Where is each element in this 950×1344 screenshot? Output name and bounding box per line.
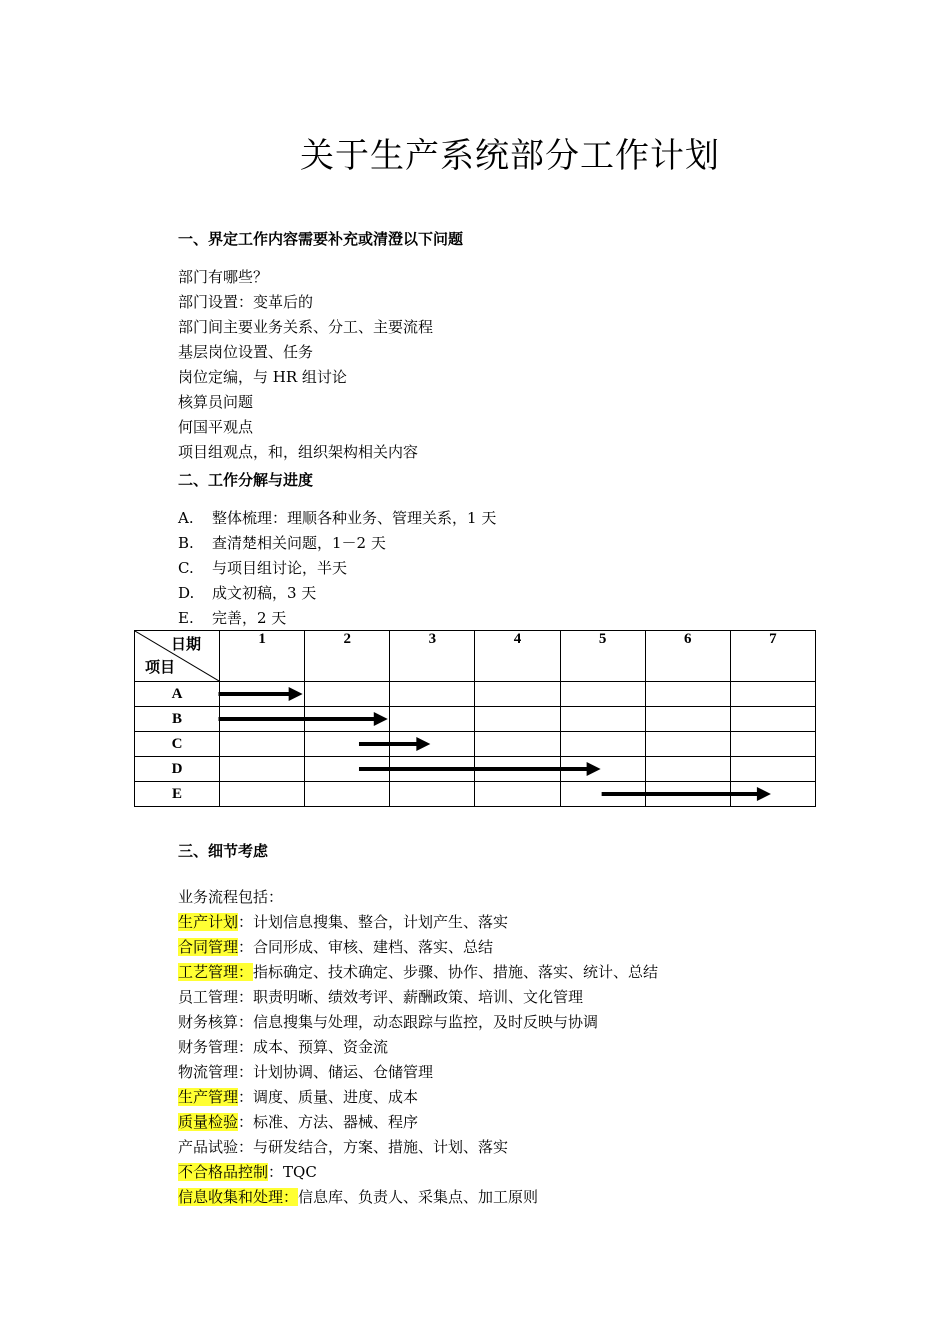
s1-line: 基层岗位设置、任务 [178, 343, 314, 361]
process-sep: ： [268, 1163, 284, 1181]
task-label: B [135, 707, 220, 732]
process-item [178, 1137, 508, 1157]
process-label: 工艺管理： [178, 963, 254, 981]
task-item-c: C. 与项目组讨论，半天 [178, 559, 348, 577]
process-text: 合同形成、审核、建档、落实、总结 [253, 938, 494, 956]
process-label: 生产计划 [178, 913, 239, 931]
s1-line: 项目组观点，和，组织架构相关内容 [178, 443, 419, 461]
process-sep: ： [238, 1088, 254, 1106]
process-item [178, 987, 583, 1007]
process-text: 计划协调、储运、仓储管理 [253, 1063, 434, 1081]
process-text: 信息库、负责人、采集点、加工原则 [298, 1188, 539, 1206]
process-sep: ： [238, 1138, 254, 1156]
gantt-table [134, 630, 816, 807]
page-title: 关于生产系统部分工作计划 [300, 136, 720, 176]
process-label: 员工管理 [178, 988, 239, 1006]
task-item-a: A. 整体梳理：理顺各种业务、管理关系，1 天 [178, 509, 497, 527]
process-item [178, 1012, 598, 1032]
process-text: 计划信息搜集、整合，计划产生、落实 [253, 913, 509, 931]
task-item-b: B. 查清楚相关问题，1－2 天 [178, 534, 386, 552]
process-text: 信息搜集与处理，动态跟踪与监控，及时反映与协调 [253, 1013, 599, 1031]
day-header: 3 [390, 631, 475, 682]
gantt-corner-cell [135, 631, 220, 682]
process-label: 财务管理 [178, 1038, 239, 1056]
s1-line: 何国平观点 [178, 418, 254, 436]
process-text: 职责明晰、绩效考评、薪酬政策、培训、文化管理 [253, 988, 584, 1006]
task-item-e: E. 完善，2 天 [178, 609, 287, 627]
process-sep: ： [238, 1063, 254, 1081]
s3-intro: 业务流程包括： [178, 888, 284, 906]
day-header: 7 [730, 631, 815, 682]
process-label: 物流管理 [178, 1063, 239, 1081]
process-text: TQC [283, 1163, 317, 1181]
s1-line: 核算员问题 [178, 393, 254, 411]
process-item [178, 1112, 418, 1132]
task-label: D [135, 757, 220, 782]
section3-heading: 三、细节考虑 [178, 842, 269, 860]
corner-date-label: 日期 [170, 637, 201, 653]
process-sep: ： [238, 1038, 254, 1056]
task-label: C [135, 732, 220, 757]
process-sep: ： [238, 1013, 254, 1031]
process-item [178, 1087, 418, 1107]
process-sep: ： [238, 938, 254, 956]
s1-line: 部门设置：变革后的 [178, 293, 314, 311]
task-label: E [135, 782, 220, 807]
s1-line: 部门间主要业务关系、分工、主要流程 [178, 318, 434, 336]
process-text: 与研发结合，方案、措施、计划、落实 [253, 1138, 509, 1156]
s1-line: 岗位定编，与 HR 组讨论 [178, 368, 347, 386]
process-text: 标准、方法、器械、程序 [253, 1113, 419, 1131]
process-sep: ： [238, 913, 254, 931]
corner-item-label: 项目 [145, 660, 176, 676]
process-text: 指标确定、技术确定、步骤、协作、措施、落实、统计、总结 [253, 963, 659, 981]
process-item [178, 1037, 388, 1057]
process-text: 调度、质量、进度、成本 [253, 1088, 419, 1106]
process-label: 产品试验 [178, 1138, 239, 1156]
process-item [178, 1062, 433, 1082]
process-label: 质量检验 [178, 1113, 239, 1131]
section2-heading: 二、工作分解与进度 [178, 471, 314, 489]
section1-heading: 一、界定工作内容需要补充或清澄以下问题 [178, 230, 464, 248]
s1-line: 部门有哪些？ [178, 268, 269, 286]
process-item [178, 962, 658, 982]
process-label: 生产管理 [178, 1088, 239, 1106]
day-header: 4 [475, 631, 560, 682]
process-item [178, 1187, 538, 1207]
process-text: 成本、预算、资金流 [253, 1038, 389, 1056]
process-label: 信息收集和处理： [178, 1188, 299, 1206]
process-sep: ： [238, 988, 254, 1006]
task-item-d: D. 成文初稿，3 天 [178, 584, 317, 602]
process-item [178, 937, 493, 957]
process-sep: ： [238, 1113, 254, 1131]
process-item [178, 912, 508, 932]
day-header: 6 [645, 631, 730, 682]
process-label: 合同管理 [178, 938, 239, 956]
day-header: 5 [560, 631, 645, 682]
day-header: 2 [305, 631, 390, 682]
task-label: A [135, 682, 220, 707]
process-item [178, 1162, 317, 1182]
process-label: 不合格品控制 [178, 1163, 269, 1181]
process-label: 财务核算 [178, 1013, 239, 1031]
day-header: 1 [220, 631, 305, 682]
